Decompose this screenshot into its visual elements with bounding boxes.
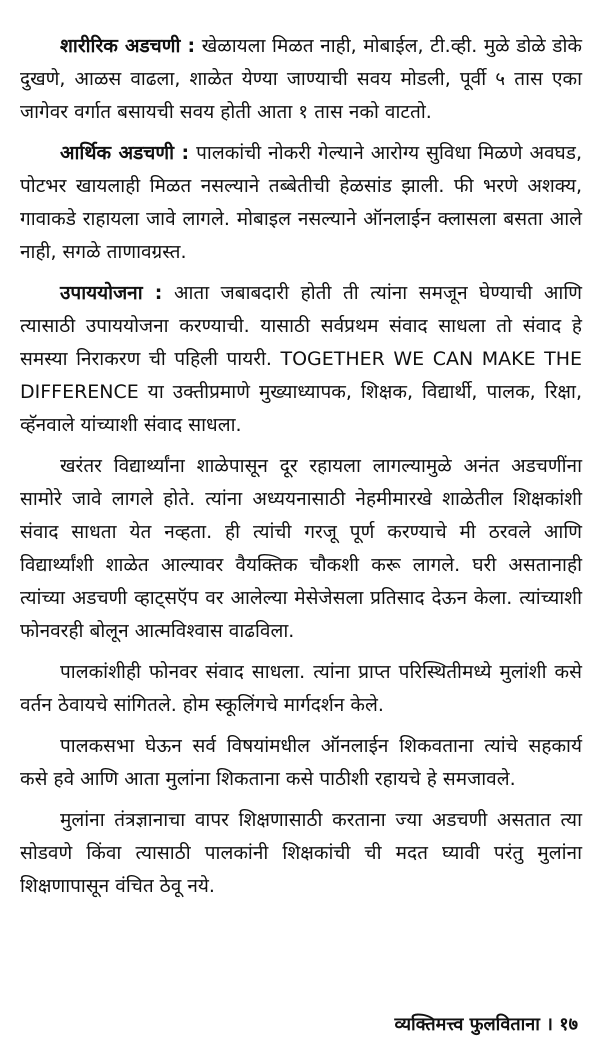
- paragraph-text: मुलांना तंत्रज्ञानाचा वापर शिक्षणासाठी करताना ज्या अडचणी असतात त्या सोडवणे किंवा त्यासाठी पालकांनी शिक्षकांची ची मदत घ्यावी परंतु मुलांना शिक्षणापासून वंचित ठेवू नये.: [20, 809, 582, 897]
- paragraph-text: पालकांची नोकरी गेल्याने आरोग्य सुविधा मिळणे अवघड, पोटभर खायलाही मिळत नसल्याने तब्बेतीची हेळसांड झाली. फी भरणे अशक्य, गावाकडे राहायला जावे लागले. मोबाइल नसल्याने ऑनलाईन क्लासला बसता आले नाही, सगळे ताणावग्रस्त.: [20, 142, 582, 263]
- paragraph-remedies: [20, 277, 582, 442]
- paragraph-text: खेळायला मिळत नाही, मोबाईल, टी.व्ही. मुळे डोळे डोके दुखणे, आळस वाढला, शाळेत येण्या जाण्याची सवय मोडली, पूर्वी ५ तास एका जागेवर वर्गात बसायची सवय होती आता १ तास नको वाटतो.: [20, 35, 582, 123]
- paragraph-conclusion: [20, 804, 582, 903]
- paragraph-text: पालकांशीही फोनवर संवाद साधला. त्यांना प्राप्त परिस्थितीमध्ये मुलांशी कसे वर्तन ठेवायचे सांगितले. होम स्कूलिंगचे मार्गदर्शन केले.: [20, 661, 582, 716]
- paragraph-parent-communication: [20, 656, 582, 722]
- paragraph-heading: शारीरिक अडचणी :: [60, 35, 196, 57]
- body-text: [20, 30, 582, 911]
- paragraph-parent-meeting: [20, 730, 582, 796]
- page-footer: व्यक्तिमत्त्व फुलविताना । १७: [394, 1014, 578, 1035]
- paragraph-physical-difficulties: [20, 30, 582, 129]
- paragraph-text: आता जबाबदारी होती ती त्यांना समजून घेण्याची आणि त्यासाठी उपाययोजना करण्याची. यासाठी सर्वप्रथम संवाद साधला तो संवाद हे समस्या निराकरण ची पहिली पायरी. TOGETHER WE CAN MAKE THE DIFFERENCE या उक्तीप्रमाणे मुख्याध्यापक, शिक्षक, विद्यार्थी, पालक, रिक्षा, व्हॅनवाले यांच्याशी संवाद साधला.: [20, 282, 582, 436]
- paragraph-student-support: [20, 450, 582, 648]
- paragraph-heading: आर्थिक अडचणी :: [60, 142, 190, 164]
- paragraph-text: खरंतर विद्यार्थ्यांना शाळेपासून दूर रहायला लागल्यामुळे अनंत अडचणींना सामोरे जावे लागले होते. त्यांना अध्ययनासाठी नेहमीमारखे शाळेतील शिक्षकांशी संवाद साधता येत नव्हता. ही त्यांची गरजू पूर्ण करण्याचे मी ठरवले आणि विद्यार्थ्यांशी शाळेत आल्यावर वैयक्तिक चौकशी करू लागले. घरी असतानाही त्यांच्या अडचणी व्हाट्सऍप वर आलेल्या मेसेजेसला प्रतिसाद देऊन केला. त्यांच्याशी फोनवरही बोलून आत्मविश्वास वाढविला.: [20, 455, 582, 642]
- paragraph-heading: उपाययोजना :: [60, 282, 163, 304]
- paragraph-financial-difficulties: [20, 137, 582, 269]
- paragraph-text: पालकसभा घेऊन सर्व विषयांमधील ऑनलाईन शिकवताना त्यांचे सहकार्य कसे हवे आणि आता मुलांना शिकताना कसे पाठीशी रहायचे हे समजावले.: [20, 735, 582, 790]
